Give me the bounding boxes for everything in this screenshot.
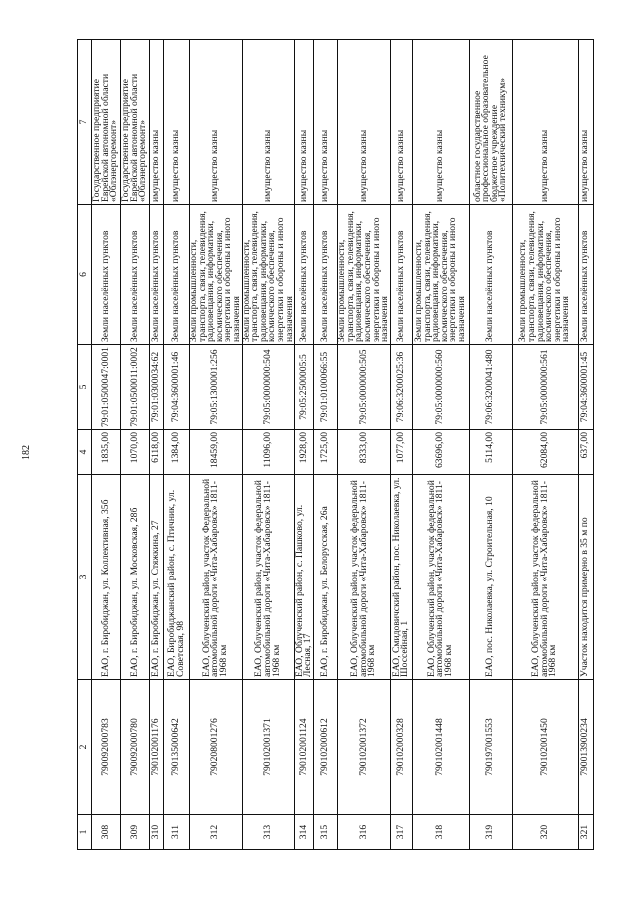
cell-area: 11096,00: [242, 430, 295, 475]
cell-row-number: 310: [150, 815, 164, 850]
cell-rights-holder: имущество казны: [314, 40, 338, 205]
cell-area: 62084,00: [512, 430, 578, 475]
cell-area: 1835,00: [92, 430, 121, 475]
header-cell: 6: [78, 205, 92, 345]
cell-rights-holder: имущество казны: [412, 40, 469, 205]
cell-area: 1070,00: [121, 430, 150, 475]
table-row: [512, 40, 578, 850]
cell-row-number: 312: [190, 815, 243, 850]
cell-rights-holder: Государственное предприятие Еврейской автономной области «Облэнергоремонт»: [121, 40, 150, 205]
table-row: [164, 40, 190, 850]
cell-area: 18459,00: [190, 430, 243, 475]
cell-row-number: 320: [512, 815, 578, 850]
cell-cadastral-number: 79:05:2500005:5: [295, 345, 314, 430]
cell-record-id: 790102001372: [338, 680, 391, 815]
page-number: 182: [21, 445, 32, 460]
table-row: [314, 40, 338, 850]
cell-row-number: 308: [92, 815, 121, 850]
cell-cadastral-number: 79:01:0500011:0002: [121, 345, 150, 430]
cell-cadastral-number: 79:05:0000000:561: [512, 345, 578, 430]
cell-land-category: Земли промышленности, транспорта, связи, телевидения, радиовещания, информатики, космического обеспечения, энергетики и обороны и иного назначения: [512, 205, 578, 345]
cell-cadastral-number: 79:01:0300034:62: [150, 345, 164, 430]
cell-address: Участок находится примерно в 35 м по: [578, 475, 593, 680]
cell-area: 637,00: [578, 430, 593, 475]
cell-record-id: 790197001553: [469, 680, 512, 815]
cell-address: ЕАО, г. Биробиджан, ул. Стяжкина, 27: [150, 475, 164, 680]
cell-rights-holder: Государственное предприятие Еврейской автономной области «Облэнергоремонт»: [92, 40, 121, 205]
cell-land-category: Земли населённых пунктов: [578, 205, 593, 345]
cell-land-category: Земли населённых пунктов: [295, 205, 314, 345]
cell-land-category: Земли населённых пунктов: [314, 205, 338, 345]
cell-land-category: Земли промышленности, транспорта, связи, телевидения, радиовещания, информатики, космического обеспечения, энергетики и обороны и иного назначения: [338, 205, 391, 345]
cell-row-number: 319: [469, 815, 512, 850]
cell-record-id: 790102000612: [314, 680, 338, 815]
cell-record-id: 790102001124: [295, 680, 314, 815]
cell-rights-holder: имущество казны: [242, 40, 295, 205]
cell-area: 8333,00: [338, 430, 391, 475]
cell-address: ЕАО, Облученский район, участок Федеральной автомобильной дороги «Чита-Хабаровск» 1811-1968 км: [190, 475, 243, 680]
cell-record-id: 790102001371: [242, 680, 295, 815]
table-body: [92, 40, 594, 850]
cell-land-category: Земли населённых пунктов: [390, 205, 412, 345]
cell-rights-holder: имущество казны: [295, 40, 314, 205]
cell-record-id: 790092000783: [92, 680, 121, 815]
cell-rights-holder: имущество казны: [390, 40, 412, 205]
cell-address: ЕАО, Облученский район, с. Пашково, ул. Лесная, 17: [295, 475, 314, 680]
table-row: [412, 40, 469, 850]
cell-address: ЕАО, г. Биробиджан, ул. Коллективная, 35б: [92, 475, 121, 680]
cell-area: 63696,00: [412, 430, 469, 475]
cell-row-number: 309: [121, 815, 150, 850]
cell-record-id: 790102001448: [412, 680, 469, 815]
table-row: [190, 40, 243, 850]
cell-land-category: Земли населённых пунктов: [92, 205, 121, 345]
cell-record-id: 790135000642: [164, 680, 190, 815]
cell-rights-holder: имущество казны: [164, 40, 190, 205]
cell-address: ЕАО, Облученский район, участок федеральной автомобильной дороги «Чита-Хабаровск» 1811-1968 км: [338, 475, 391, 680]
table-row: [390, 40, 412, 850]
cell-record-id: 790208001276: [190, 680, 243, 815]
cell-area: 5114,00: [469, 430, 512, 475]
cell-row-number: 314: [295, 815, 314, 850]
table-row: [150, 40, 164, 850]
table-row: [295, 40, 314, 850]
header-cell: 4: [78, 430, 92, 475]
header-cell: 3: [78, 475, 92, 680]
cell-row-number: 321: [578, 815, 593, 850]
cell-cadastral-number: 79:05:0000000:560: [412, 345, 469, 430]
table-row: [242, 40, 295, 850]
cell-row-number: 315: [314, 815, 338, 850]
cell-address: ЕАО, Облученский район, участок федеральной автомобильной дороги «Чита-Хабаровск» 1811-1968 км: [242, 475, 295, 680]
cell-record-id: 790092000780: [121, 680, 150, 815]
cell-rights-holder: имущество казны: [338, 40, 391, 205]
cell-rights-holder: имущество казны: [190, 40, 243, 205]
cell-land-category: Земли населённых пунктов: [164, 205, 190, 345]
table-row: [338, 40, 391, 850]
table-row: [469, 40, 512, 850]
property-register-table: [77, 39, 594, 850]
header-cell: 1: [78, 815, 92, 850]
table-row: [92, 40, 121, 850]
cell-land-category: Земли промышленности, транспорта, связи, телевидения, радиовещания, информатики, космического обеспечения, энергетики и обороны и иного назначения: [242, 205, 295, 345]
header-cell: 2: [78, 680, 92, 815]
cell-cadastral-number: 79:04:3600001:45: [578, 345, 593, 430]
cell-rights-holder: имущество казны: [150, 40, 164, 205]
cell-cadastral-number: 79:05:0000000:505: [338, 345, 391, 430]
cell-address: ЕАО, Смидовичский район, пос. Николаевка, ул. Шоссейная, 1: [390, 475, 412, 680]
cell-row-number: 316: [338, 815, 391, 850]
cell-record-id: 790102000328: [390, 680, 412, 815]
cell-address: ЕАО, Облученский район, участок федеральной автомобильной дороги «Чита-Хабаровск» 1811-1968 км: [512, 475, 578, 680]
cell-cadastral-number: 79:01:0100066:55: [314, 345, 338, 430]
cell-area: 6118,00: [150, 430, 164, 475]
cell-land-category: Земли промышленности, транспорта, связи, телевидения, радиовещания, информатики, космического обеспечения, энергетики и обороны и иного назначения: [190, 205, 243, 345]
cell-address: ЕАО, г. Биробиджан, ул. Московская, 28б: [121, 475, 150, 680]
cell-land-category: Земли населённых пунктов: [121, 205, 150, 345]
table-row: [121, 40, 150, 850]
cell-land-category: Земли промышленности, транспорта, связи, телевидения, радиовещания, информатики, космического обеспечения, энергетики и обороны и иного назначения: [412, 205, 469, 345]
cell-address: ЕАО, пос. Николаевка, ул. Строительная, 10: [469, 475, 512, 680]
cell-area: 1077,00: [390, 430, 412, 475]
cell-address: ЕАО, Облученский район, участок федеральной автомобильной дороги «Чита-Хабаровск» 1811-1968 км: [412, 475, 469, 680]
cell-cadastral-number: 79:01:0500047:0001: [92, 345, 121, 430]
cell-area: 1928,00: [295, 430, 314, 475]
cell-cadastral-number: 79:06:3200041:480: [469, 345, 512, 430]
cell-record-id: 790102001450: [512, 680, 578, 815]
cell-area: 1384,00: [164, 430, 190, 475]
cell-land-category: Земли населённых пунктов: [469, 205, 512, 345]
cell-rights-holder: областное государственное профессиональное образовательное бюджетное учреждение «Политехнический техникум»: [469, 40, 512, 205]
header-row: [78, 40, 92, 850]
cell-area: 1725,00: [314, 430, 338, 475]
cell-record-id: 790102001176: [150, 680, 164, 815]
cell-rights-holder: имущество казны: [578, 40, 593, 205]
header-cell: 7: [78, 40, 92, 205]
cell-address: ЕАО, Биробиджанский район, с. Птичник, ул. Советская, 98: [164, 475, 190, 680]
table-row: [578, 40, 593, 850]
header-cell: 5: [78, 345, 92, 430]
cell-rights-holder: имущество казны: [512, 40, 578, 205]
cell-record-id: 790013900234: [578, 680, 593, 815]
cell-row-number: 317: [390, 815, 412, 850]
cell-cadastral-number: 79:05:0000000:504: [242, 345, 295, 430]
cell-row-number: 318: [412, 815, 469, 850]
cell-cadastral-number: 79:06:3200025:36: [390, 345, 412, 430]
cell-row-number: 313: [242, 815, 295, 850]
cell-cadastral-number: 79:04:3600001:46: [164, 345, 190, 430]
cell-cadastral-number: 79:05:1300001:256: [190, 345, 243, 430]
cell-address: ЕАО, г. Биробиджан, ул. Белорусская, 26а: [314, 475, 338, 680]
cell-land-category: Земли населённых пунктов: [150, 205, 164, 345]
cell-row-number: 311: [164, 815, 190, 850]
